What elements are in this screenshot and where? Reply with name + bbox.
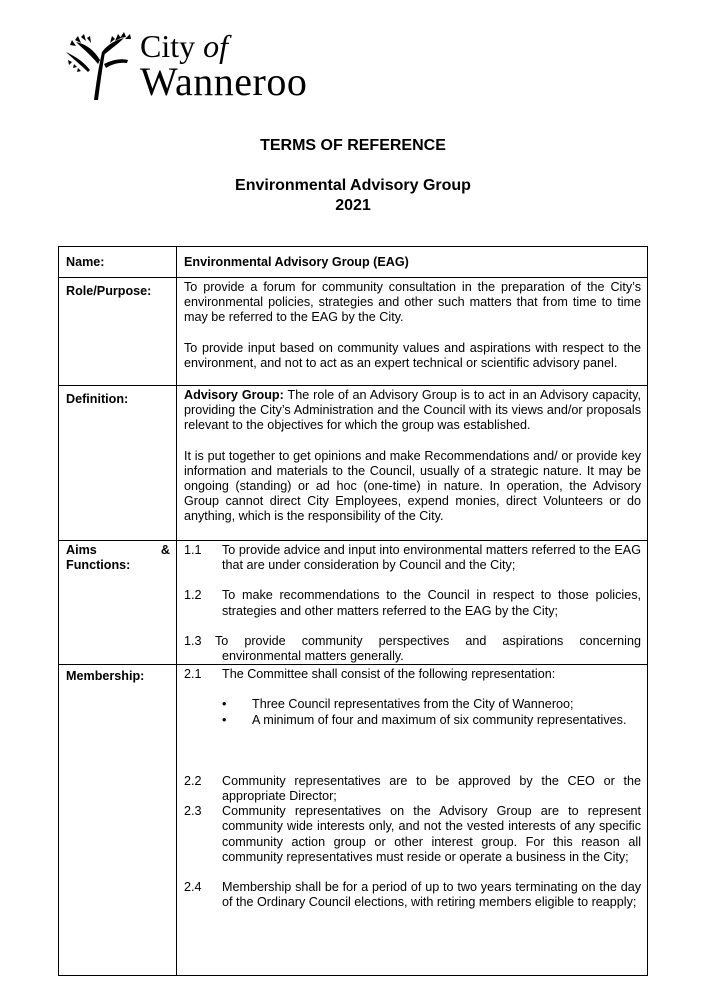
table-row-definition [59,386,648,541]
definition-paragraph-1: Advisory Group: The role of an Advisory Group is to act in an Advisory capacity, providing the City’s Administration and the Council with its views and/or proposals relevant to the objectives for which the group was established. [184,388,641,433]
kangaroo-paw-icon [64,30,134,105]
logo-wanneroo-text: Wanneroo [140,59,308,104]
name-value: Environmental Advisory Group (EAG) [177,247,648,278]
representation-list [184,697,641,727]
aims-item-1-2: 1.2 To make recommendations to the Council in respect to those policies, strategies and other matters referred to the EAG by the City; [184,588,641,618]
city-of-wanneroo-logo [64,30,324,105]
table-row-role [59,278,648,386]
membership-content [177,665,648,976]
year-title: 2021 [335,197,371,214]
terms-table [58,246,648,976]
definition-paragraph-2: It is put together to get opinions and make Recommendations and/ or provide key information and materials to the Council, usually of a strategic nature. It may be ongoing (standing) or ad hoc (one-time) in nature. In operation, the Advisory Group cannot direct City Employees, expend monies, direct Volunteers or do anything, which is the responsibility of the City. [184,448,641,524]
membership-item-2-1: 2.1 The Committee shall consist of the following representation: [184,667,556,682]
list-item: • A minimum of four and maximum of six community representatives. [222,712,627,727]
aims-content [177,541,648,665]
role-content [177,278,648,386]
logo-city-text: City of [140,28,229,64]
document-title: TERMS OF REFERENCE [260,137,446,154]
aims-item-1-3: 1.3 To provide community perspectives and aspirations concerning environmental matters generally. [184,633,641,664]
table-row-aims [59,541,648,665]
name-label: Name: [59,247,177,278]
list-item: • Three Council representatives from the City of Wanneroo; [222,697,574,712]
aims-item-1-1: 1.1 To provide advice and input into environmental matters referred to the EAG that are under consideration by Council and the City; [184,543,641,573]
role-paragraph-1: To provide a forum for community consultation in the preparation of the City’s environmental policies, strategies and other such matters that from time to time may be referred to the EAG by the City. [184,280,641,325]
group-title: Environmental Advisory Group [235,177,471,194]
aims-label: Aims & Functions: [59,541,177,665]
table-row-membership [59,665,648,976]
role-paragraph-2: To provide input based on community values and aspirations with respect to the environment, and not to act as an expert technical or scientific advisory panel. [184,340,641,370]
role-label: Role/Purpose: [59,278,177,386]
definition-term: Advisory Group: [184,388,284,402]
definition-label: Definition: [59,386,177,541]
membership-item-2-4: 2.4 Membership shall be for a period of up to two years terminating on the day of the Ordinary Council elections, with retiring members eligible to reapply; [184,880,641,910]
membership-item-2-3: 2.3 Community representatives on the Advisory Group are to represent community wide interests only, and not the vested interests of any specific community action group or other interest group. For this reason all community representatives must reside or operate a business in the City; [184,804,641,864]
table-row-name [59,247,648,278]
membership-item-2-2: 2.2 Community representatives are to be approved by the CEO or the appropriate Director; [184,773,641,804]
membership-label: Membership: [59,665,177,976]
definition-content [177,386,648,541]
